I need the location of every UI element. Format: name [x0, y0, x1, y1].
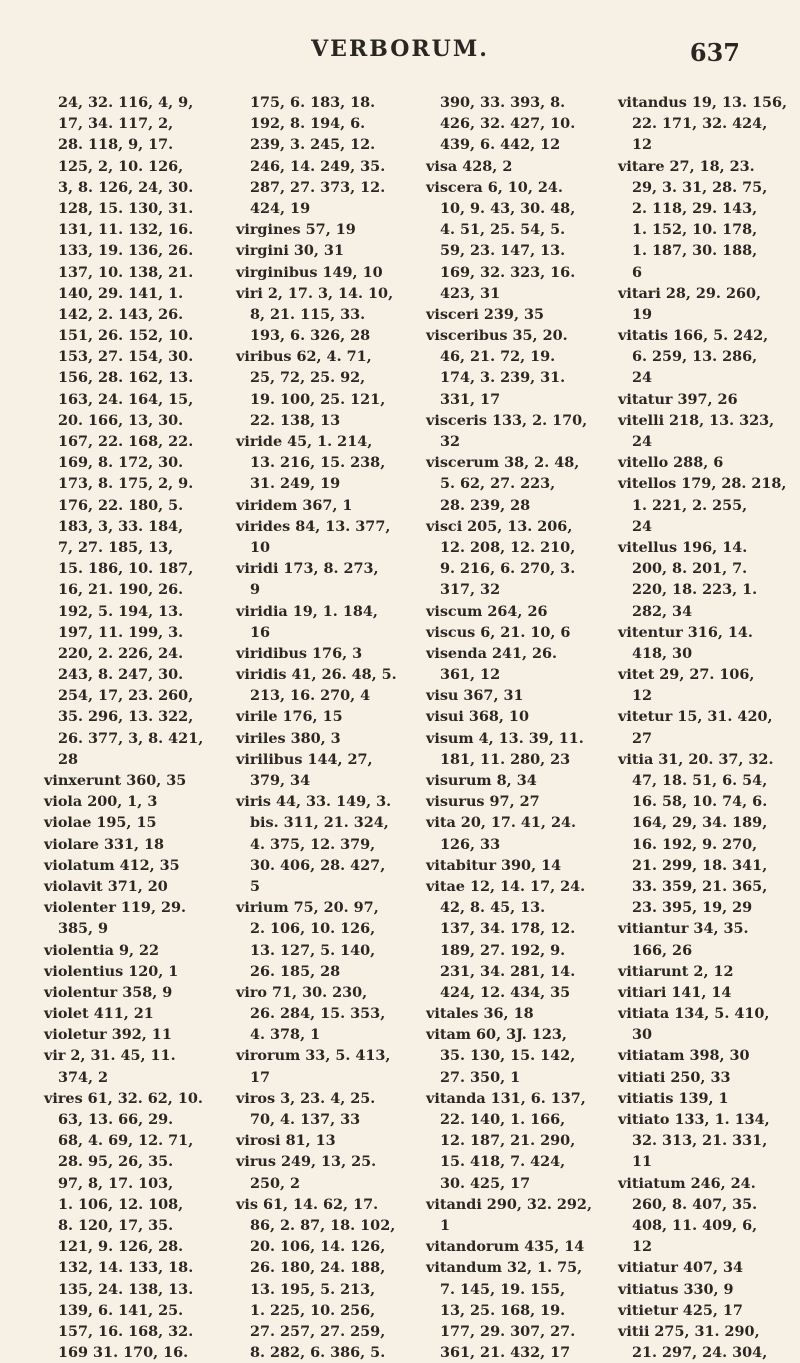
index-continuation-line: 22. 171, 32. 424, [632, 115, 768, 133]
index-continuation-line: 166, 26 [632, 941, 693, 959]
index-column-1 [44, 92, 226, 1362]
index-entry-line: vitet 29, 27. 106, [618, 666, 755, 684]
index-continuation-line: 68, 4. 69, 12. 71, [58, 1132, 194, 1150]
index-entry-line: viscerum 38, 2. 48, [426, 454, 580, 472]
index-continuation-line: 181, 11. 280, 23 [440, 750, 571, 768]
index-entry-line: vitietur 425, 17 [618, 1301, 743, 1319]
index-continuation-line: 12 [632, 136, 653, 154]
index-continuation-line: 9. 216, 6. 270, 3. [440, 560, 576, 578]
index-continuation-line: 47, 18. 51, 6. 54, [632, 772, 768, 789]
index-entry-line: visenda 241, 26. [426, 644, 558, 662]
index-continuation-line: 1. 225, 10. 256, [250, 1301, 376, 1319]
index-entry-line: vitii 275, 31. 290, [618, 1322, 760, 1340]
index-continuation-line: 32. 313, 21. 331, [632, 1132, 768, 1150]
index-entry-line: vita 20, 17. 41, 24. [426, 814, 576, 832]
index-entry-line: visui 368, 10 [426, 708, 529, 726]
index-entry-line: viride 45, 1. 214, [236, 433, 373, 450]
index-continuation-line: 135, 24. 138, 13. [58, 1280, 194, 1298]
index-continuation-line: 331, 17 [440, 390, 501, 408]
index-continuation-line: 28. 118, 9, 17. [58, 136, 174, 154]
index-continuation-line: 7. 145, 19. 155, [440, 1280, 566, 1298]
index-continuation-line: 27 [632, 729, 653, 747]
index-entry-line: vitam 60, 3J. 123, [426, 1026, 567, 1044]
index-entry-line: violet 411, 21 [44, 1005, 154, 1023]
index-entry-line: viridibus 176, 3 [236, 644, 363, 662]
index-continuation-line: 379, 34 [250, 772, 311, 789]
index-entry-line: viridi 173, 8. 273, [236, 560, 379, 578]
index-continuation-line: 22. 140, 1. 166, [440, 1111, 566, 1128]
index-continuation-line: 42, 8. 45, 13. [440, 899, 546, 917]
index-entry-line: violentia 9, 22 [44, 941, 160, 959]
index-entry-line: vitiatus 330, 9 [618, 1280, 734, 1298]
index-continuation-line: 254, 17, 23. 260, [58, 687, 194, 705]
index-entry-line: vir 2, 31. 45, 11. [44, 1047, 176, 1065]
index-continuation-line: 13. 216, 15. 238, [250, 454, 386, 472]
index-continuation-line: 6. 259, 13. 286, [632, 348, 758, 366]
index-continuation-line: 4. 51, 25. 54, 5. [440, 221, 566, 239]
index-continuation-line: 287, 27. 373, 12. [250, 178, 386, 196]
index-column-2 [236, 92, 418, 1362]
index-continuation-line: 439, 6. 442, 12 [440, 136, 561, 154]
index-continuation-line: 8, 21. 115, 33. [250, 305, 366, 323]
index-continuation-line: 169, 32. 323, 16. [440, 263, 576, 281]
index-entry-line: viscus 6, 21. 10, 6 [426, 623, 571, 641]
index-continuation-line: 173, 8. 175, 2, 9. [58, 475, 194, 493]
index-continuation-line: 1. 106, 12. 108, [58, 1195, 184, 1213]
index-continuation-line: 26. 284, 15. 353, [250, 1005, 386, 1023]
index-continuation-line: 189, 27. 192, 9. [440, 941, 566, 959]
index-continuation-line: 2. 118, 29. 143, [632, 199, 758, 217]
index-continuation-line: 139, 6. 141, 25. [58, 1301, 184, 1319]
index-entry-line: vitetur 15, 31. 420, [618, 708, 773, 726]
index-entry-line: virides 84, 13. 377, [236, 517, 391, 535]
index-continuation-line: 157, 16. 168, 32. [58, 1322, 194, 1340]
index-continuation-line: 15. 418, 7. 424, [440, 1153, 566, 1171]
index-continuation-line: 163, 24. 164, 15, [58, 390, 194, 408]
index-continuation-line: 167, 22. 168, 22. [58, 433, 194, 450]
index-continuation-line: 361, 12 [440, 666, 501, 684]
index-continuation-line: 142, 2. 143, 26. [58, 305, 184, 323]
index-continuation-line: 164, 29, 34. 189, [632, 814, 768, 832]
index-continuation-line: 8. 120, 17, 35. [58, 1216, 174, 1234]
index-continuation-line: 12. 208, 12. 210, [440, 538, 576, 556]
index-entry-line: visurum 8, 34 [426, 772, 537, 789]
index-entry-line: virorum 33, 5. 413, [236, 1047, 391, 1065]
index-entry-line: vitiatum 246, 24. [618, 1174, 756, 1192]
running-head: VERBORUM. [311, 36, 489, 62]
index-entry-line: virosi 81, 13 [236, 1132, 336, 1150]
index-entry-line: vitiati 250, 33 [618, 1068, 731, 1086]
index-continuation-line: 13, 25. 168, 19. [440, 1301, 566, 1319]
index-continuation-line: 4. 375, 12. 379, [250, 835, 376, 853]
index-entry-line: visu 367, 31 [426, 687, 524, 705]
index-entry-line: virgini 30, 31 [236, 242, 344, 260]
index-continuation-line: 59, 23. 147, 13. [440, 242, 566, 260]
index-entry-line: virgines 57, 19 [236, 221, 356, 239]
index-continuation-line: 2. 106, 10. 126, [250, 920, 376, 938]
index-entry-line: visceribus 35, 20. [426, 327, 568, 345]
index-continuation-line: 16, 21. 190, 26. [58, 581, 184, 599]
index-continuation-line: 1. 221, 2. 255, [632, 496, 748, 514]
index-entry-line: viri 2, 17. 3, 14. 10, [236, 284, 394, 302]
index-continuation-line: 10, 9. 43, 30. 48, [440, 199, 576, 217]
index-continuation-line: 423, 31 [440, 284, 501, 302]
index-continuation-line: 1. 152, 10. 178, [632, 221, 758, 239]
index-entry-line: virile 176, 15 [236, 708, 343, 726]
index-entry-line: vitiatam 398, 30 [618, 1047, 750, 1065]
index-continuation-line: 33. 359, 21. 365, [632, 877, 768, 895]
index-continuation-line: 282, 34 [632, 602, 693, 620]
index-entry-line: vitandorum 435, 14 [426, 1238, 585, 1256]
index-continuation-line: 63, 13. 66, 29. [58, 1111, 174, 1128]
index-continuation-line: 424, 12. 434, 35 [440, 983, 571, 1001]
index-continuation-line: 174, 3. 239, 31. [440, 369, 566, 387]
index-entry-line: violetur 392, 11 [44, 1026, 172, 1044]
index-continuation-line: 220, 18. 223, 1. [632, 581, 758, 599]
index-entry-line: viros 3, 23. 4, 25. [236, 1089, 376, 1107]
index-continuation-line: 22. 138, 13 [250, 411, 341, 429]
index-entry-line: vitentur 316, 14. [618, 623, 753, 641]
index-continuation-line: 169, 8. 172, 30. [58, 454, 184, 472]
index-continuation-line: 192, 5. 194, 13. [58, 602, 184, 620]
index-continuation-line: 317, 32 [440, 581, 501, 599]
index-continuation-line: 28. 95, 26, 35. [58, 1153, 174, 1171]
index-continuation-line: 11 [632, 1153, 653, 1171]
index-entry-line: vitiatis 139, 1 [618, 1089, 729, 1107]
index-continuation-line: 140, 29. 141, 1. [58, 284, 184, 302]
index-continuation-line: 10 [250, 538, 271, 556]
index-continuation-line: 70, 4. 137, 33 [250, 1111, 361, 1128]
index-entry-line: vitandum 32, 1. 75, [426, 1259, 583, 1277]
index-entry-line: viridem 367, 1 [236, 496, 353, 514]
index-continuation-line: 220, 2. 226, 24. [58, 644, 184, 662]
index-entry-line: vitiantur 34, 35. [618, 920, 749, 938]
index-continuation-line: 125, 2, 10. 126, [58, 157, 184, 175]
index-entry-line: viscum 264, 26 [426, 602, 548, 620]
index-continuation-line: 151, 26. 152, 10. [58, 327, 194, 345]
page-number: 637 [689, 38, 740, 67]
index-continuation-line: 20. 166, 13, 30. [58, 411, 184, 429]
index-continuation-line: 137, 10. 138, 21. [58, 263, 194, 281]
index-continuation-line: 8. 282, 6. 386, 5. [250, 1344, 386, 1362]
index-entry-line: violatum 412, 35 [44, 856, 180, 874]
index-continuation-line: 17, 34. 117, 2, [58, 115, 174, 133]
index-entry-line: viridia 19, 1. 184, [236, 602, 378, 620]
index-continuation-line: 24 [632, 433, 653, 450]
index-continuation-line: 200, 8. 201, 7. [632, 560, 748, 578]
index-entry-line: visurus 97, 27 [426, 793, 540, 811]
index-continuation-line: 131, 11. 132, 16. [58, 221, 194, 239]
index-continuation-line: 176, 22. 180, 5. [58, 496, 184, 514]
index-entry-line: vitellos 179, 28. 218, [618, 475, 787, 493]
index-entry-line: vitiari 141, 14 [618, 983, 732, 1001]
index-continuation-line: 385, 9 [58, 920, 109, 938]
index-continuation-line: 97, 8, 17. 103, [58, 1174, 174, 1192]
index-column-3 [426, 92, 608, 1362]
index-continuation-line: 12. 187, 21. 290, [440, 1132, 576, 1150]
index-continuation-line: 177, 29. 307, 27. [440, 1322, 576, 1340]
index-continuation-line: 231, 34. 281, 14. [440, 962, 576, 980]
index-entry-line: vinxerunt 360, 35 [44, 772, 187, 789]
index-continuation-line: 24 [632, 517, 653, 535]
index-continuation-line: 239, 3. 245, 12. [250, 136, 376, 154]
index-continuation-line: 26. 377, 3, 8. 421, [58, 729, 204, 747]
index-continuation-line: 426, 32. 427, 10. [440, 115, 576, 133]
index-continuation-line: 19 [632, 305, 653, 323]
index-entry-line: viriles 380, 3 [236, 729, 341, 747]
index-entry-line: vitales 36, 18 [426, 1005, 534, 1023]
index-continuation-line: 1 [440, 1216, 451, 1234]
index-entry-line: viro 71, 30. 230, [236, 983, 368, 1001]
index-entry-line: vitiatur 407, 34 [618, 1259, 744, 1277]
index-continuation-line: 246, 14. 249, 35. [250, 157, 386, 175]
index-continuation-line: 1. 187, 30. 188, [632, 242, 758, 260]
index-entry-line: violentius 120, 1 [44, 962, 179, 980]
index-continuation-line: 156, 28. 162, 13. [58, 369, 194, 387]
index-continuation-line: 169 31. 170, 16. [58, 1344, 189, 1362]
index-entry-line: vitari 28, 29. 260, [618, 284, 761, 302]
index-continuation-line: 16. 58, 10. 74, 6. [632, 793, 768, 811]
index-entry-line: virium 75, 20. 97, [236, 899, 379, 917]
index-continuation-line: 12 [632, 1238, 653, 1256]
index-entry-line: vitiato 133, 1. 134, [618, 1111, 770, 1128]
index-entry-line: viridis 41, 26. 48, 5. [236, 666, 397, 684]
index-entry-line: vitia 31, 20. 37, 32. [618, 750, 774, 768]
index-continuation-line: 35. 296, 13. 322, [58, 708, 194, 726]
index-continuation-line: 128, 15. 130, 31. [58, 199, 194, 217]
index-entry-line: vitabitur 390, 14 [426, 856, 562, 874]
index-entry-line: viscera 6, 10, 24. [426, 178, 563, 196]
index-continuation-line: 250, 2 [250, 1174, 301, 1192]
index-continuation-line: 30. 406, 28. 427, [250, 856, 386, 874]
index-continuation-line: 418, 30 [632, 644, 693, 662]
index-continuation-line: 23. 395, 19, 29 [632, 899, 753, 917]
index-continuation-line: 30. 425, 17 [440, 1174, 531, 1192]
index-continuation-line: 19. 100, 25. 121, [250, 390, 386, 408]
index-entry-line: vitatis 166, 5. 242, [618, 327, 769, 345]
index-entry-line: vitanda 131, 6. 137, [426, 1089, 586, 1107]
index-continuation-line: 15. 186, 10. 187, [58, 560, 194, 578]
index-entry-line: vis 61, 14. 62, 17. [236, 1195, 379, 1213]
index-entry-line: visceris 133, 2. 170, [426, 411, 588, 429]
index-continuation-line: 26. 180, 24. 188, [250, 1259, 386, 1277]
index-entry-line: violenter 119, 29. [44, 899, 187, 917]
index-continuation-line: 213, 16. 270, 4 [250, 687, 371, 705]
index-entry-line: vires 61, 32. 62, 10. [44, 1089, 203, 1107]
index-continuation-line: 6 [632, 263, 643, 281]
index-entry-line: viris 44, 33. 149, 3. [236, 793, 392, 811]
index-continuation-line: 24 [632, 369, 653, 387]
index-continuation-line: 132, 14. 133, 18. [58, 1259, 194, 1277]
index-continuation-line: bis. 311, 21. 324, [250, 814, 389, 832]
index-continuation-line: 25, 72, 25. 92, [250, 369, 366, 387]
index-continuation-line: 126, 33 [440, 835, 501, 853]
index-continuation-line: 86, 2. 87, 18. 102, [250, 1216, 396, 1234]
index-entry-line: vitiata 134, 5. 410, [618, 1005, 770, 1023]
index-continuation-line: 153, 27. 154, 30. [58, 348, 194, 366]
index-continuation-line: 390, 33. 393, 8. [440, 94, 566, 111]
index-entry-line: vitae 12, 14. 17, 24. [426, 877, 586, 895]
index-continuation-line: 121, 9. 126, 28. [58, 1238, 184, 1256]
index-continuation-line: 9 [250, 581, 261, 599]
index-entry-line: visceri 239, 35 [426, 305, 544, 323]
index-continuation-line: 29, 3. 31, 28. 75, [632, 178, 768, 196]
index-continuation-line: 46, 21. 72, 19. [440, 348, 556, 366]
index-entry-line: vitandus 19, 13. 156, [618, 94, 788, 111]
index-continuation-line: 192, 8. 194, 6. [250, 115, 366, 133]
index-continuation-line: 12 [632, 687, 653, 705]
index-entry-line: viola 200, 1, 3 [44, 793, 158, 811]
page-header [0, 36, 800, 76]
index-continuation-line: 16. 192, 9. 270, [632, 835, 758, 853]
index-entry-line: vitandi 290, 32. 292, [426, 1195, 592, 1213]
index-entry-line: vitello 288, 6 [618, 454, 724, 472]
index-entry-line: violare 331, 18 [44, 835, 165, 853]
index-continuation-line: 28 [58, 750, 79, 768]
index-column-4 [618, 92, 800, 1362]
index-continuation-line: 374, 2 [58, 1068, 109, 1086]
index-continuation-line: 27. 350, 1 [440, 1068, 521, 1086]
index-continuation-line: 197, 11. 199, 3. [58, 623, 184, 641]
index-entry-line: virus 249, 13, 25. [236, 1153, 377, 1171]
index-continuation-line: 13. 127, 5. 140, [250, 941, 376, 959]
index-entry-line: virginibus 149, 10 [236, 263, 383, 281]
index-entry-line: vitiarunt 2, 12 [618, 962, 734, 980]
index-continuation-line: 5 [250, 877, 261, 895]
index-continuation-line: 31. 249, 19 [250, 475, 341, 493]
index-entry-line: violae 195, 15 [44, 814, 157, 832]
index-continuation-line: 260, 8. 407, 35. [632, 1195, 758, 1213]
index-continuation-line: 13. 195, 5. 213, [250, 1280, 376, 1298]
index-continuation-line: 20. 106, 14. 126, [250, 1238, 386, 1256]
index-continuation-line: 4. 378, 1 [250, 1026, 321, 1044]
index-continuation-line: 3, 8. 126, 24, 30. [58, 178, 194, 196]
index-continuation-line: 361, 21. 432, 17 [440, 1344, 571, 1362]
index-continuation-line: 21. 297, 24. 304, [632, 1344, 768, 1362]
index-continuation-line: 30 [632, 1026, 653, 1044]
index-continuation-line: 28. 239, 28 [440, 496, 531, 514]
index-entry-line: vitare 27, 18, 23. [618, 157, 755, 175]
index-continuation-line: 26. 185, 28 [250, 962, 341, 980]
index-entry-line: viribus 62, 4. 71, [236, 348, 372, 366]
index-continuation-line: 27. 257, 27. 259, [250, 1322, 386, 1340]
index-continuation-line: 137, 34. 178, 12. [440, 920, 576, 938]
index-entry-line: vitatur 397, 26 [618, 390, 738, 408]
index-entry-line: violavit 371, 20 [44, 877, 168, 895]
index-continuation-line: 193, 6. 326, 28 [250, 327, 371, 345]
index-entry-line: vitelli 218, 13. 323, [618, 411, 775, 429]
index-entry-line: visum 4, 13. 39, 11. [426, 729, 584, 747]
index-continuation-line: 408, 11. 409, 6, [632, 1216, 758, 1234]
index-continuation-line: 5. 62, 27. 223, [440, 475, 556, 493]
index-entry-line: vitellus 196, 14. [618, 538, 748, 556]
index-entry-line: visci 205, 13. 206, [426, 517, 573, 535]
index-continuation-line: 24, 32. 116, 4, 9, [58, 94, 194, 111]
index-continuation-line: 21. 299, 18. 341, [632, 856, 768, 874]
index-entry-line: virilibus 144, 27, [236, 750, 373, 768]
index-continuation-line: 7, 27. 185, 13, [58, 538, 174, 556]
index-continuation-line: 35. 130, 15. 142, [440, 1047, 576, 1065]
index-continuation-line: 16 [250, 623, 271, 641]
index-continuation-line: 17 [250, 1068, 271, 1086]
index-continuation-line: 183, 3, 33. 184, [58, 517, 184, 535]
index-continuation-line: 175, 6. 183, 18. [250, 94, 376, 111]
index-entry-line: visa 428, 2 [426, 157, 513, 175]
index-continuation-line: 32 [440, 433, 461, 450]
index-entry-line: violentur 358, 9 [44, 983, 173, 1001]
index-continuation-line: 424, 19 [250, 199, 311, 217]
index-continuation-line: 133, 19. 136, 26. [58, 242, 194, 260]
index-continuation-line: 243, 8. 247, 30. [58, 666, 184, 684]
